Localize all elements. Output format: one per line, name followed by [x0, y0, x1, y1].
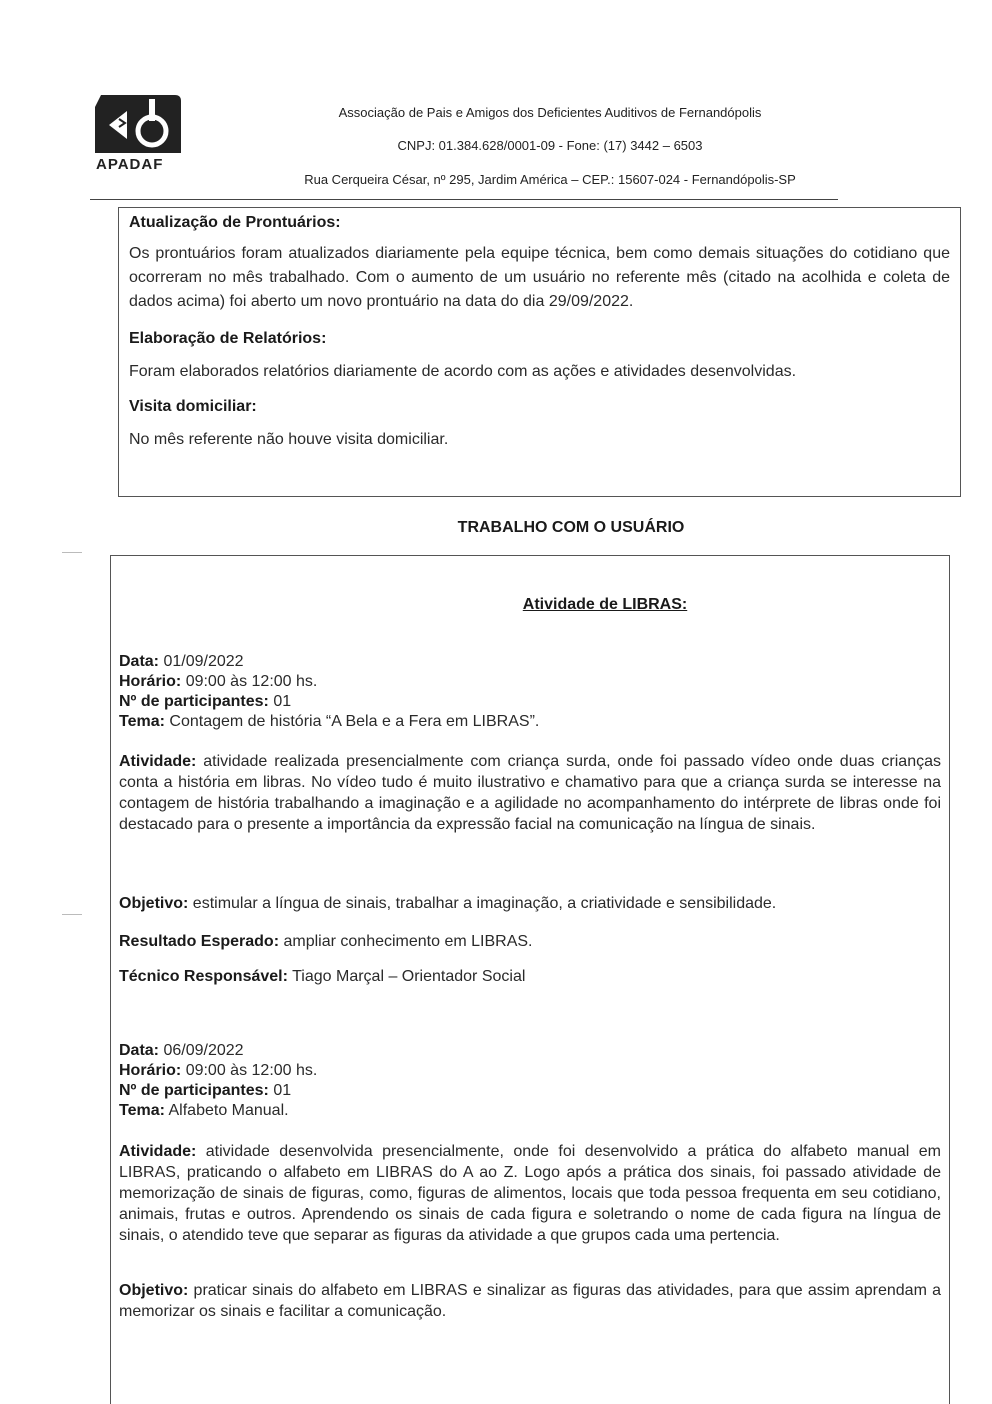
- activity-title: Atividade de LIBRAS:: [522, 596, 688, 613]
- logo-text: APADAF: [96, 156, 164, 173]
- entry1-technician: Técnico Responsável: Tiago Marçal – Orientador Social: [119, 968, 526, 985]
- entry1-time: Horário: 09:00 às 12:00 hs.: [119, 673, 318, 690]
- scan-mark: [62, 552, 82, 553]
- entry2-date: Data: 06/09/2022: [119, 1042, 244, 1059]
- entry2-activity: Atividade: atividade desenvolvida presencialmente, onde foi desenvolvido a prática do alfabeto manual em LIBRAS, praticando o alfabeto em LIBRAS do A ao Z. Logo após a prática dos sinais, foi passado atividade de memorização de sinais de figuras, como, figuras de alimentos, locais que toda pessoa frequenta em seu cotidiano, animais, frutas e outros. Aprendendo os sinais de cada figura e soletrando o nome de cada figura na língua de sinais, o atendido teve que separar as figuras da atividade a que grupos cada uma pertencia.: [119, 1143, 942, 1244]
- org-name: Associação de Pais e Amigos dos Deficientes Auditivos de Fernandópolis: [338, 105, 762, 120]
- reports-text: Foram elaborados relatórios diariamente de acordo com as ações e atividades desenvolvidas.: [129, 363, 797, 380]
- entry2-time: Horário: 09:00 às 12:00 hs.: [119, 1062, 318, 1079]
- records-text: Os prontuários foram atualizados diariamente pela equipe técnica, bem como demais situações do cotidiano que ocorreram no mês trabalhado. Com o aumento de um usuário no referente mês (citado na acolhida e coleta de dados acima) foi aberto um novo prontuário na data do dia 29/09/2022.: [129, 245, 950, 310]
- entry1-expected-result: Resultado Esperado: ampliar conhecimento em LIBRAS.: [119, 933, 533, 950]
- entry2-participants: Nº de participantes: 01: [119, 1082, 292, 1099]
- entry2-theme: Tema: Alfabeto Manual.: [119, 1102, 289, 1119]
- home-visit-title: Visita domiciliar:: [129, 398, 257, 415]
- entry1-participants: Nº de participantes: 01: [119, 693, 292, 710]
- entry2-objective: Objetivo: praticar sinais do alfabeto em LIBRAS e sinalizar as figuras das atividades, para que assim aprendam a memorizar os sinais e facilitar a comunicação.: [119, 1282, 942, 1320]
- scan-mark: [62, 914, 82, 915]
- entry1-theme: Tema: Contagem de história “A Bela e a Fera em LIBRAS”.: [119, 713, 540, 730]
- address-line: Rua Cerqueira César, nº 295, Jardim América – CEP.: 15607-024 - Fernandópolis-SP: [304, 172, 796, 187]
- entry1-activity: Atividade: atividade realizada presencialmente com criança surda, onde foi passado vídeo onde duas crianças conta a história em libras. No vídeo tudo é muito ilustrativo e chamativo para que a criança surda se interesse na contagem de história trabalhando a imaginação e a agilidade no acompanhamento do intérprete de libras onde foi destacado para o presente a importância da expressão facial na comunicação na língua de sinais.: [119, 753, 942, 833]
- header-rule: [90, 199, 838, 200]
- entry1-objective: Objetivo: estimular a língua de sinais, trabalhar a imaginação, a criatividade e sensibilidade.: [119, 895, 777, 912]
- reports-title: Elaboração de Relatórios:: [129, 330, 327, 347]
- records-box: [118, 207, 961, 497]
- home-visit-text: No mês referente não houve visita domiciliar.: [129, 431, 449, 448]
- cnpj-line: CNPJ: 01.384.628/0001-09 - Fone: (17) 3442 – 6503: [397, 138, 703, 153]
- entry1-date: Data: 01/09/2022: [119, 653, 244, 670]
- entry1-details: [119, 652, 941, 732]
- entry2-details: [119, 1041, 941, 1121]
- records-title: Atualização de Prontuários:: [129, 214, 341, 231]
- activity-box: [110, 555, 950, 1404]
- section-title: TRABALHO COM O USUÁRIO: [457, 519, 685, 536]
